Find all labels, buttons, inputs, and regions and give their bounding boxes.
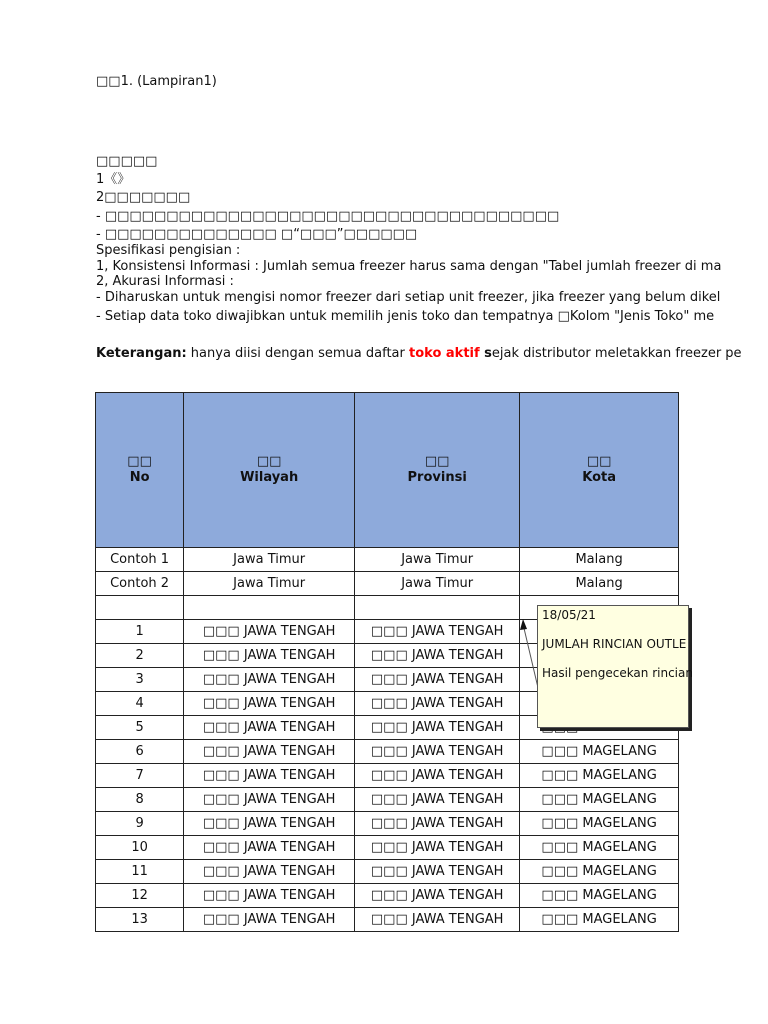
table-cell[interactable]: □□□ MAGELANG xyxy=(520,908,679,932)
cn-heading: □□□□□ xyxy=(96,154,158,169)
table-cell[interactable]: □□□ JAWA TENGAH xyxy=(184,668,355,692)
table-cell[interactable]: □□□ JAWA TENGAH xyxy=(184,764,355,788)
table-cell[interactable]: □□□ JAWA TENGAH xyxy=(355,644,520,668)
table-cell[interactable]: □□□ JAWA TENGAH xyxy=(355,740,520,764)
table-cell[interactable]: Jawa Timur xyxy=(184,548,355,572)
header-wilayah[interactable]: □□ Wilayah xyxy=(184,393,355,548)
table-cell[interactable]: □□□ MAGELANG xyxy=(520,788,679,812)
cn-item-2: 2□□□□□□□ xyxy=(96,190,191,205)
table-cell[interactable]: □□□ JAWA TENGAH xyxy=(184,908,355,932)
header-provinsi[interactable]: □□ Provinsi xyxy=(355,393,520,548)
table-cell[interactable]: Malang xyxy=(520,548,679,572)
table-cell[interactable]: □□□ JAWA TENGAH xyxy=(184,788,355,812)
table-cell[interactable]: □□□ JAWA TENGAH xyxy=(184,692,355,716)
table-cell[interactable]: 8 xyxy=(96,788,184,812)
note-highlight-2: s xyxy=(479,346,492,361)
table-cell[interactable]: 9 xyxy=(96,812,184,836)
spec-item-2b: - Setiap data toko diwajibkan untuk memilih jenis toko dan tempatnya □Kolom "Jenis Toko" me xyxy=(96,309,715,324)
note-text-1: hanya diisi dengan semua daftar xyxy=(186,346,409,361)
table-cell[interactable]: 12 xyxy=(96,884,184,908)
header-kota[interactable]: □□ Kota xyxy=(520,393,679,548)
table-cell[interactable]: 10 xyxy=(96,836,184,860)
note-label: Keterangan: xyxy=(96,346,187,361)
table-cell[interactable]: 13 xyxy=(96,908,184,932)
table-cell[interactable]: 1 xyxy=(96,620,184,644)
table-cell[interactable]: □□□ JAWA TENGAH xyxy=(355,620,520,644)
table-cell[interactable]: □□□ JAWA TENGAH xyxy=(184,860,355,884)
cn-bullet-1: - □□□□□□□□□□□□□□□□□□□□□□□□□□□□□□□□□□□□□ xyxy=(96,209,560,224)
table-cell[interactable]: Jawa Timur xyxy=(184,572,355,596)
table-cell[interactable]: 4 xyxy=(96,692,184,716)
document-title: □□1. (Lampiran1) xyxy=(96,74,217,89)
table-cell[interactable]: □□□ JAWA TENGAH xyxy=(355,860,520,884)
cn-item-1: 1《》 xyxy=(96,172,131,187)
table-cell[interactable]: □□□ JAWA TENGAH xyxy=(184,812,355,836)
table-cell[interactable]: □□□ MAGELANG xyxy=(520,860,679,884)
table-cell[interactable]: □□□ MAGELANG xyxy=(520,740,679,764)
table-cell[interactable]: 2 xyxy=(96,644,184,668)
table-cell[interactable]: □□□ JAWA TENGAH xyxy=(355,692,520,716)
table-cell[interactable]: □□□ MAGELANG xyxy=(520,836,679,860)
table-cell[interactable]: □□□ MAGELANG xyxy=(520,812,679,836)
spec-label: Spesifikasi pengisian : xyxy=(96,243,241,258)
spec-item-2: 2, Akurasi Informasi : xyxy=(96,274,234,289)
table-cell[interactable]: □□□ JAWA TENGAH xyxy=(184,836,355,860)
table-cell[interactable]: □□□ MAGELANG xyxy=(520,764,679,788)
table-cell[interactable]: Contoh 2 xyxy=(96,572,184,596)
table-cell[interactable]: Jawa Timur xyxy=(355,548,520,572)
table-cell[interactable]: 3 xyxy=(96,668,184,692)
table-cell[interactable]: □□□ JAWA TENGAH xyxy=(355,788,520,812)
table-cell[interactable]: □□□ JAWA TENGAH xyxy=(355,908,520,932)
table-cell[interactable]: □□□ JAWA TENGAH xyxy=(355,716,520,740)
table-cell[interactable]: Contoh 1 xyxy=(96,548,184,572)
table-cell[interactable]: □□□ JAWA TENGAH xyxy=(355,812,520,836)
cell-comment[interactable] xyxy=(537,605,693,728)
table-cell[interactable]: □□□ JAWA TENGAH xyxy=(355,836,520,860)
table-cell[interactable]: □□□ JAWA TENGAH xyxy=(184,644,355,668)
table-cell[interactable]: □□□ JAWA TENGAH xyxy=(184,716,355,740)
note-text-2: ejak distributor meletakkan freezer pe xyxy=(491,346,742,361)
note-highlight: toko aktif xyxy=(409,346,480,361)
table-cell[interactable]: □□□ JAWA TENGAH xyxy=(184,884,355,908)
table-cell[interactable]: □□□ MAGELANG xyxy=(520,884,679,908)
table-cell[interactable]: □□□ JAWA TENGAH xyxy=(184,740,355,764)
table-cell[interactable]: Jawa Timur xyxy=(355,572,520,596)
table-cell[interactable]: □□□ JAWA TENGAH xyxy=(355,884,520,908)
table-cell[interactable]: 11 xyxy=(96,860,184,884)
table-cell[interactable]: 6 xyxy=(96,740,184,764)
table-cell[interactable]: □□□ JAWA TENGAH xyxy=(355,764,520,788)
spec-item-2a: - Diharuskan untuk mengisi nomor freezer dari setiap unit freezer, jika freezer yang belum dikel xyxy=(96,290,721,305)
table-cell[interactable]: 5 xyxy=(96,716,184,740)
header-no[interactable]: □□ No xyxy=(96,393,184,548)
table-cell[interactable]: 7 xyxy=(96,764,184,788)
spec-item-1: 1, Konsistensi Informasi : Jumlah semua freezer harus sama dengan "Tabel jumlah freezer di ma xyxy=(96,259,722,274)
cn-bullet-2: - □□□□□□□□□□□□□□ □“□□□”□□□□□□ xyxy=(96,227,418,242)
comment-line-2: Hasil pengecekan rincian xyxy=(542,666,693,680)
table-cell[interactable]: □□□ JAWA TENGAH xyxy=(184,620,355,644)
table-cell[interactable]: □□□ JAWA TENGAH xyxy=(355,668,520,692)
comment-date: 18/05/21 xyxy=(542,608,596,622)
comment-line-1: JUMLAH RINCIAN OUTLE xyxy=(542,637,687,651)
table-cell[interactable]: Malang xyxy=(520,572,679,596)
